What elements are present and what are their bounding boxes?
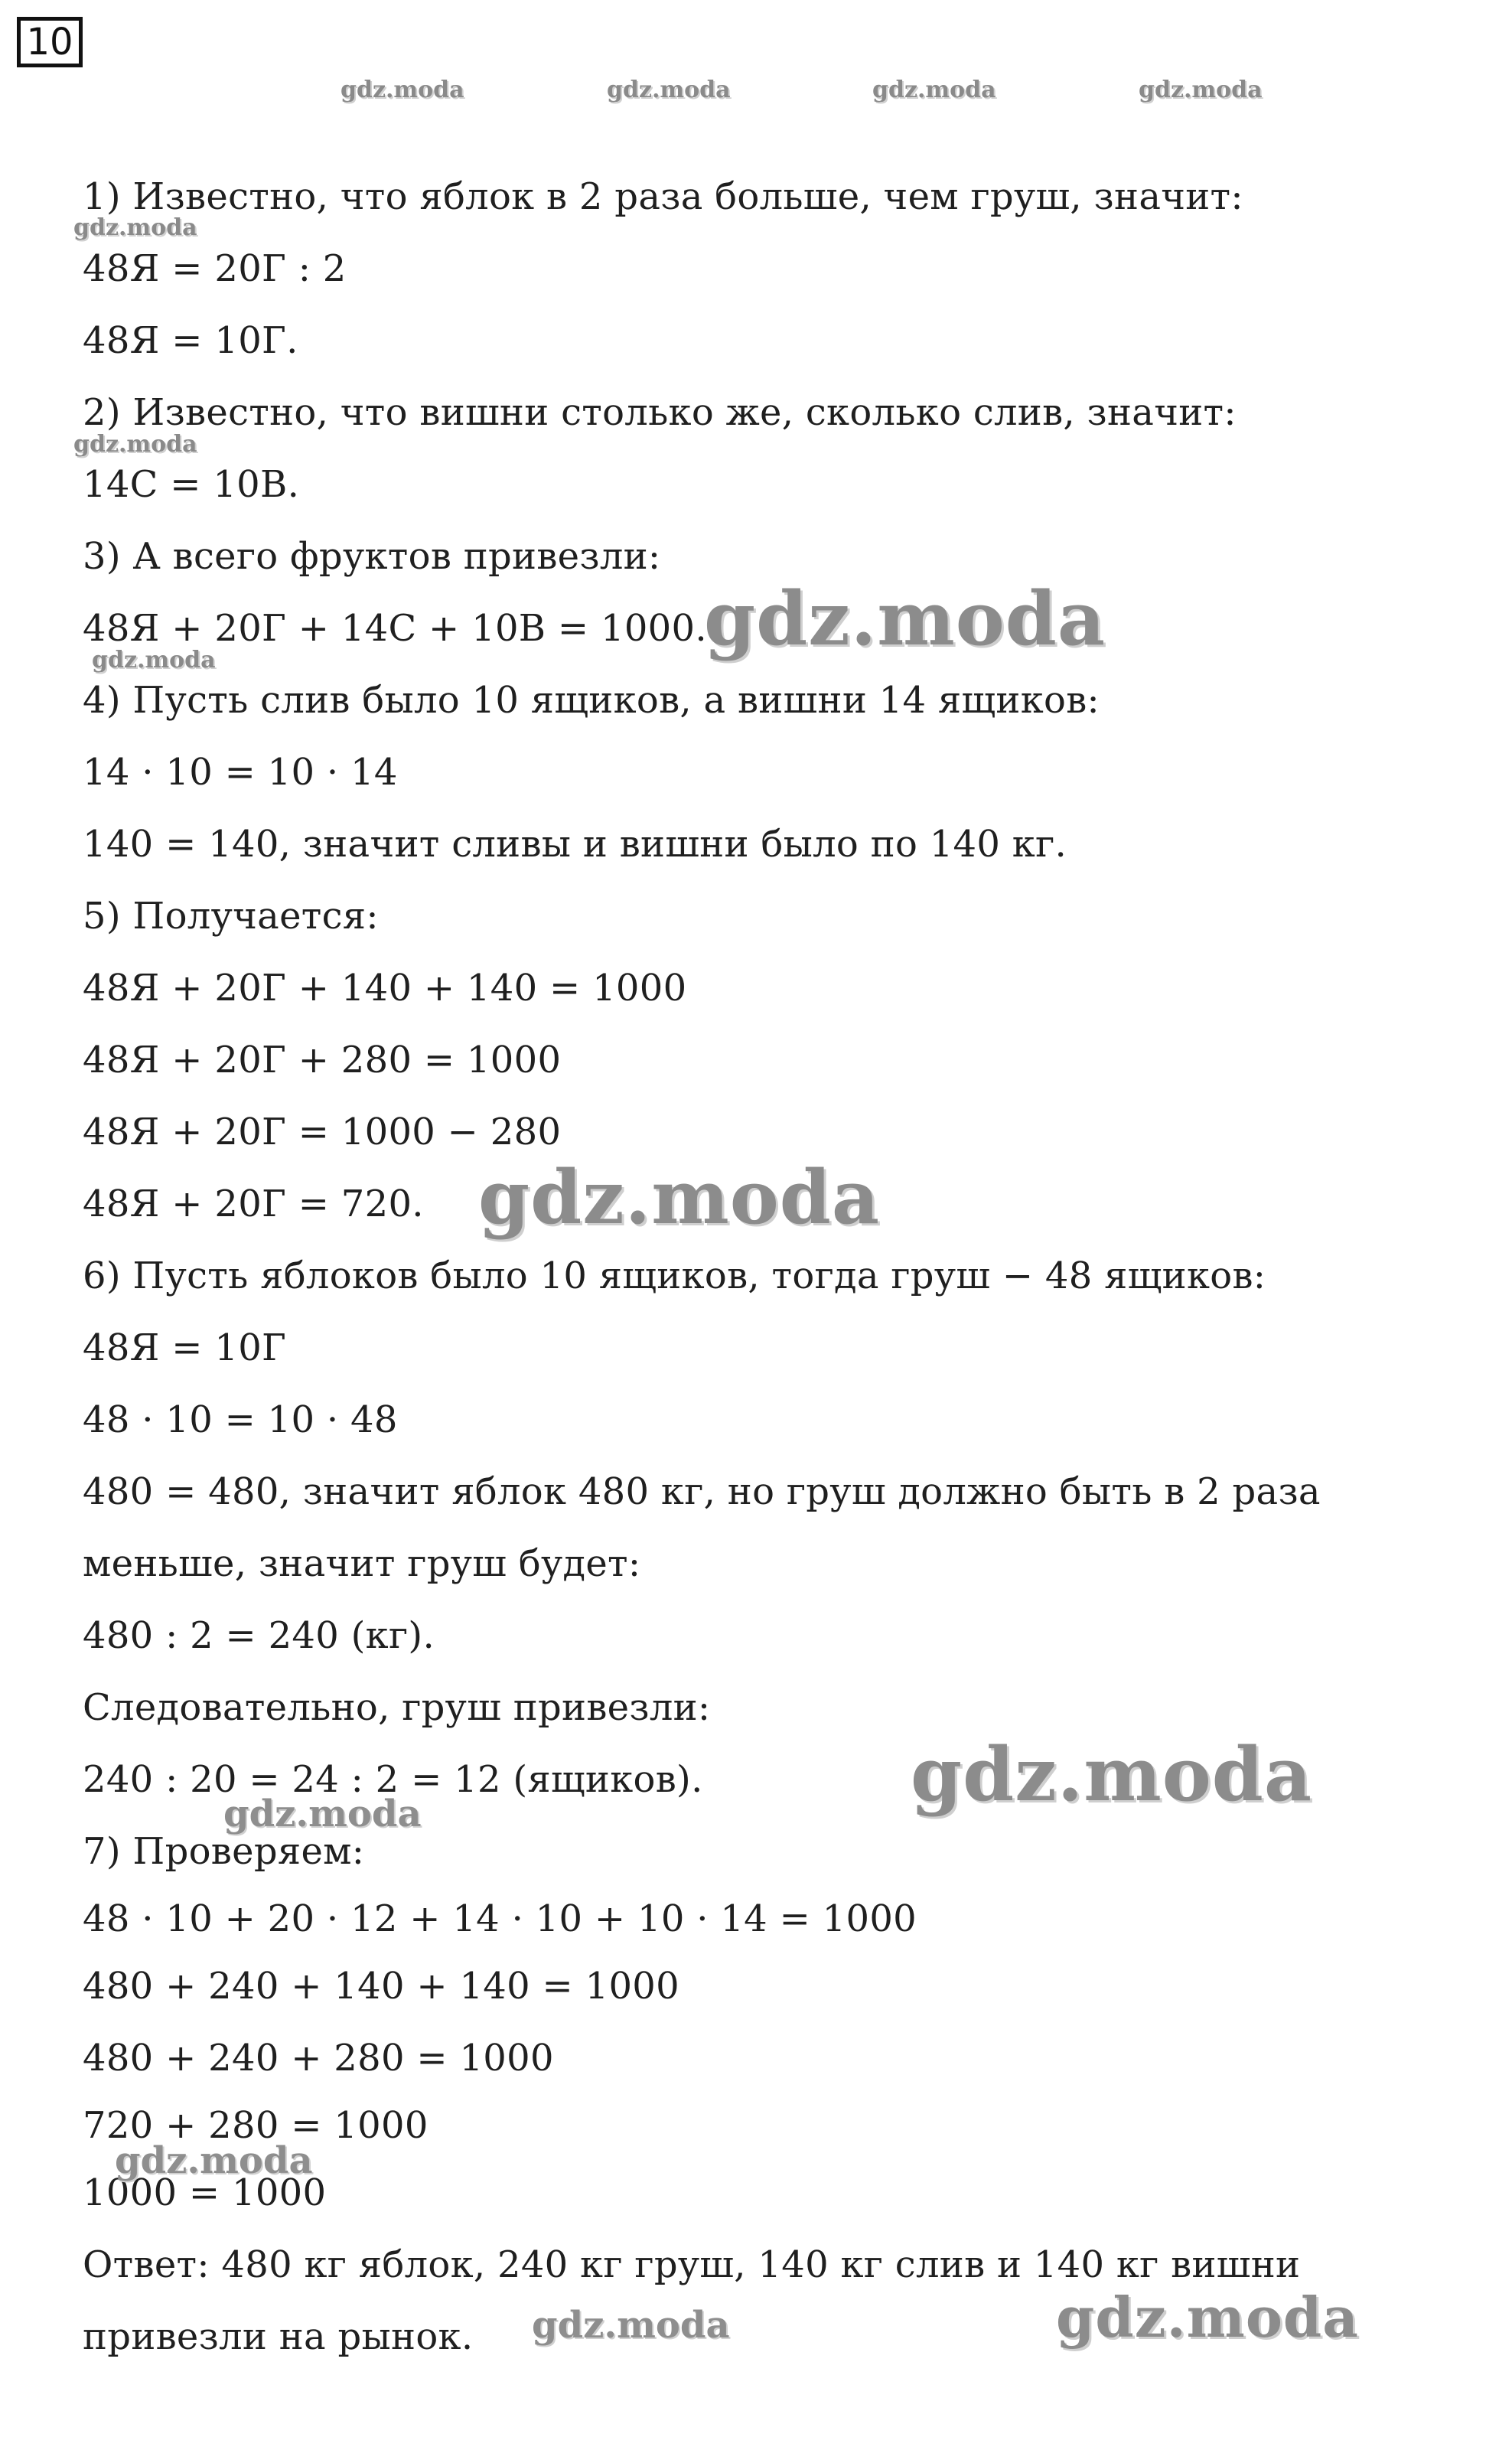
solution-line: 480 + 240 + 140 + 140 = 1000 [83,1965,679,2008]
solution-line: 6) Пусть яблоков было 10 ящиков, тогда груш − 48 ящиков: [83,1254,1266,1297]
solution-line: 48 · 10 + 20 · 12 + 14 · 10 + 10 · 14 = 1000 [83,1897,917,1940]
solution-line: 3) А всего фруктов привезли: [83,535,661,578]
watermark: gdz.moda [115,2139,313,2182]
solution-line: 48Я = 10Г. [83,319,298,362]
watermark: gdz.moda [532,2304,730,2347]
solution-line: 14 · 10 = 10 · 14 [83,751,398,794]
watermark: gdz.moda [223,1793,422,1835]
solution-line: Ответ: 480 кг яблок, 240 кг груш, 140 кг слив и 140 кг вишни [83,2243,1301,2286]
solution-line: 48Я + 20Г + 140 + 140 = 1000 [83,967,687,1010]
watermark: gdz.moda [73,214,197,241]
solution-line: 140 = 140, значит сливы и вишни было по 140 кг. [83,823,1067,866]
solution-line: 4) Пусть слив было 10 ящиков, а вишни 14 ящиков: [83,679,1100,722]
watermark: gdz.moda [1139,77,1263,103]
watermark: gdz.moda [73,431,197,458]
solution-line: 48Я + 20Г + 14С + 10В = 1000. [83,607,707,650]
solution-line: 48Я + 20Г = 1000 − 280 [83,1111,562,1153]
solution-line: 480 : 2 = 240 (кг). [83,1614,435,1657]
solution-line: 14С = 10В. [83,463,300,506]
solution-line: Следовательно, груш привезли: [83,1686,711,1729]
watermark: gdz.moda [92,647,216,674]
solution-text [83,161,1460,2373]
watermark: gdz.moda [704,576,1106,662]
watermark: gdz.moda [341,77,464,103]
solution-line: 48Я + 20Г = 720. [83,1183,424,1225]
solution-line: 5) Получается: [83,895,379,938]
solution-line: меньше, значит груш будет: [83,1542,641,1585]
watermark: gdz.moda [911,1731,1313,1818]
solution-line: 48Я = 10Г [83,1326,287,1369]
solution-line: 1) Известно, что яблок в 2 раза больше, чем груш, значит: [83,175,1243,218]
solution-line: 2) Известно, что вишни столько же, сколько слив, значит: [83,391,1237,434]
solution-line: 480 + 240 + 280 = 1000 [83,2037,554,2080]
solution-line: 7) Проверяем: [83,1830,365,1873]
task-number: 10 [17,17,83,67]
watermark: gdz.moda [607,77,731,103]
solution-line: 48Я = 20Г : 2 [83,247,347,290]
solution-line: привезли на рынок. [83,2315,474,2358]
watermark: gdz.moda [872,77,996,103]
solution-line: 240 : 20 = 24 : 2 = 12 (ящиков). [83,1758,703,1801]
solution-line: 48 · 10 = 10 · 48 [83,1398,398,1441]
solution-line: 720 + 280 = 1000 [83,2104,429,2147]
watermark: gdz.moda [1056,2285,1359,2350]
solution-line: 48Я + 20Г + 280 = 1000 [83,1039,562,1081]
watermark: gdz.moda [478,1154,881,1241]
solution-line: 1000 = 1000 [83,2171,327,2214]
solution-line: 480 = 480, значит яблок 480 кг, но груш должно быть в 2 раза [83,1470,1321,1513]
